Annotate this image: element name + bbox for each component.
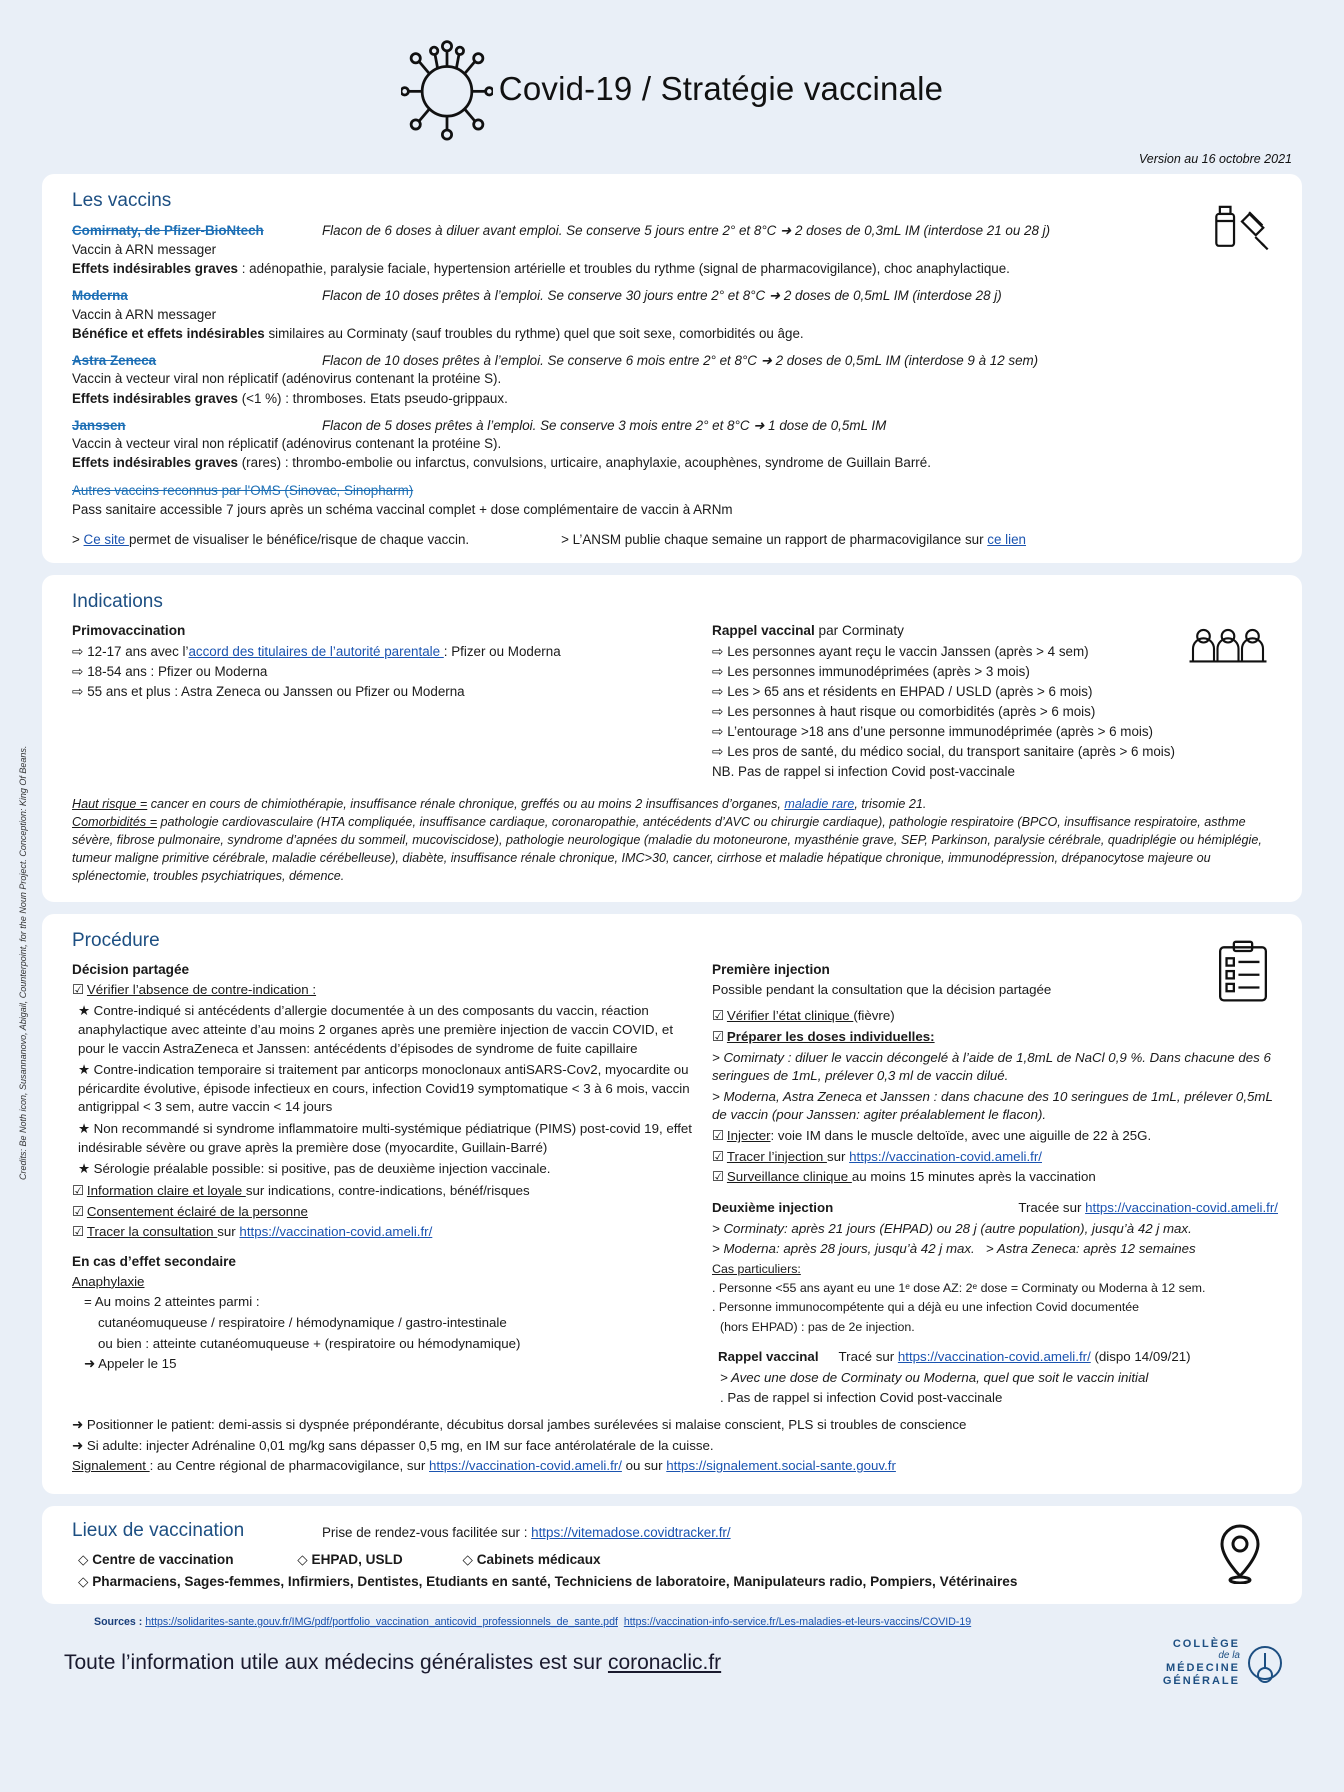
primo-item-pre: 55 ans et plus : Astra Zeneca ou Janssen ou Pfizer ou Moderna — [87, 683, 465, 699]
signalement-label: Signalement — [72, 1458, 150, 1474]
vaccine-effects-label: Bénéfice et effets indésirables — [72, 325, 265, 341]
check-information — [72, 1182, 692, 1201]
vitemadose-link[interactable]: https://vitemadose.covidtracker.fr/ — [531, 1524, 731, 1540]
lieux-item-label: Centre de vaccination — [92, 1551, 234, 1567]
rappel-item-text: Les > 65 ans et résidents en EHPAD / USLD (après > 6 mois) — [727, 683, 1093, 699]
anaphylaxie-heading — [72, 1273, 692, 1292]
vaccine-type: Vaccin à ARN messager — [72, 241, 217, 257]
vaccine-name: Moderna — [72, 287, 128, 303]
rappel-item-text: Les personnes ayant reçu le vaccin Janssen (après > 4 sem) — [727, 643, 1089, 659]
vaccine-detail: Flacon de 10 doses prêtes à l’emploi. Se conserve 30 jours entre 2° et 8°C ➜ 2 doses de 0,5mL IM (interdose 28 j) — [322, 287, 1002, 303]
rappel-block — [712, 623, 1278, 783]
version-label: Version au 16 octobre 2021 — [1138, 152, 1292, 166]
rappel-item: ⇨ Les pros de santé, du médico social, du transport sanitaire (après > 6 mois) — [712, 744, 1175, 760]
rappel-item-text: Les pros de santé, du médico social, du transport sanitaire (après > 6 mois) — [727, 744, 1175, 760]
vaccine-detail: Flacon de 10 doses prêtes à l’emploi. Se conserve 6 mois entre 2° et 8°C ➜ 2 doses de 0,5mL IM (interdose 9 à 12 sem) — [322, 352, 1039, 368]
decision-partagee-block — [72, 962, 712, 1410]
link-prefix: > — [72, 531, 84, 547]
star-item — [78, 1120, 692, 1157]
indications-card — [42, 575, 1302, 902]
check-etat-clinique-rest: (fièvre) — [853, 1008, 895, 1024]
cas-particuliers-label: Cas particuliers: — [712, 1261, 801, 1276]
star-item-text: Contre-indication temporaire si traitement par anticorps monoclonaux antiSARS-Cov2, myocardite ou péricardite évolutive, épisode infectieux en cours, infection Covid19 symptomatique < 3 à 6 mois, vaccin antigrippal < 3 sem, autre vaccin < 14 jours — [78, 1062, 690, 1115]
check-injecter-label: Injecter — [726, 1128, 771, 1144]
vaccines-card — [42, 174, 1302, 563]
checkbox-icon[interactable]: ☑ — [72, 981, 84, 997]
premiere-injection-sub: Possible pendant la consultation que la décision partagée — [712, 981, 1052, 997]
rappel-heading-row — [712, 1348, 1278, 1367]
vaccine-detail: Flacon de 5 doses prêtes à l’emploi. Se conserve 3 mois entre 2° et 8°C ➜ 1 dose de 0,5mL IM — [322, 417, 887, 433]
check-tracer-injection — [712, 1148, 1278, 1167]
check-surveillance-rest: au moins 15 minutes après la vaccination — [851, 1169, 1096, 1185]
benefit-risk-link-row — [72, 532, 469, 547]
ansm-text: > L’ANSM publie chaque semaine un rapport de pharmacovigilance sur — [561, 531, 988, 547]
rappel-item: ⇨ Les personnes ayant reçu le vaccin Janssen (après > 4 sem) — [712, 643, 1089, 659]
ce-lien-link[interactable]: ce lien — [987, 531, 1026, 547]
indications-title: Indications — [72, 590, 163, 612]
parental-authority-link[interactable]: accord des titulaires de l’autorité parentale — [188, 643, 444, 659]
primo-item-post: : Pfizer ou Moderna — [443, 643, 561, 659]
vaccine-row — [72, 287, 1278, 305]
inj2-moderna-az — [712, 1240, 1278, 1259]
comorbidites-note — [72, 814, 1278, 886]
vaccine-effects — [72, 454, 1278, 472]
cmg-logo — [1163, 1638, 1282, 1687]
sources-row — [94, 1616, 1302, 1628]
dose-comirnaty: > Comirnaty : diluer le vaccin décongelé à l’aide de 1,8mL de NaCl 0,9 %. Dans chacune des 6 seringues de 1mL, prélever 0,3 ml de vaccin dilué. — [712, 1049, 1271, 1084]
checkbox-icon[interactable]: ☑ — [72, 1182, 84, 1198]
anaphylaxie-l1: = Au moins 2 atteintes parmi : — [84, 1294, 260, 1310]
syringe-vial-icon — [1210, 198, 1274, 260]
vaccine-effects-label: Effets indésirables graves — [72, 455, 238, 471]
lieux-item-label: EHPAD, USLD — [311, 1551, 403, 1567]
deuxieme-injection-heading-row — [712, 1199, 1278, 1218]
vaccine-effects-label: Effets indésirables graves — [72, 260, 238, 276]
check-preparer-doses-label: Préparer les doses individuelles: — [726, 1029, 935, 1045]
signalement-sante-link[interactable]: https://signalement.social-sante.gouv.fr — [666, 1458, 896, 1474]
star-item-text: Contre-indiqué si antécédents d’allergie documentée à un des composants du vaccin, réaction anaphylactique avec atteinte d’au moins 2 organes après une première injection de vaccin COVID, et pour le vaccin AstraZeneca et Janssen: antécédents d’épisodes de syndrome de fuite capillaire — [78, 1003, 674, 1056]
star-item — [78, 1061, 692, 1117]
inj2-astrazeneca: > Astra Zeneca: après 12 semaines — [985, 1241, 1196, 1257]
checkbox-icon[interactable]: ☑ — [712, 1169, 724, 1185]
rappel-item: ⇨ Les personnes à haut risque ou comorbidités (après > 6 mois) — [712, 704, 1096, 720]
vaccine-effects-text: similaires au Corminaty (sauf troubles du rythme) quel que soit sexe, comorbidités ou âge. — [264, 325, 804, 341]
rappel-trace-label: Tracé sur — [838, 1349, 898, 1365]
inj2-comirnaty: > Corminaty: après 21 jours (EHPAD) ou 28 j (autre population), jusqu’à 42 j max. — [712, 1220, 1192, 1236]
coronaclic-link[interactable]: coronaclic.fr — [607, 1650, 722, 1674]
haut-risque-label: Haut risque = — [72, 797, 148, 812]
rappel-heading-rest: par Corminaty — [814, 622, 904, 638]
procedure-title: Procédure — [72, 929, 160, 951]
ameli-link[interactable]: https://vaccination-covid.ameli.fr/ — [1085, 1199, 1278, 1215]
lieux-card — [42, 1506, 1302, 1604]
deuxieme-injection-trace-label: Tracée sur — [1018, 1199, 1086, 1215]
coronavirus-icon — [401, 32, 493, 147]
cas-particulier-3: (hors EHPAD) : pas de 2e injection. — [720, 1319, 915, 1334]
rappel-l2: . Pas de rappel si infection Covid post-vaccinale — [720, 1390, 1003, 1406]
check-preparer-doses — [712, 1028, 1278, 1047]
haut-risque-text: cancer en cours de chimiothérapie, insuffisance rénale chronique, greffés ou au moins 2 insuffisances d’organes, — [147, 797, 785, 812]
vaccine-row — [72, 352, 1278, 370]
primovaccination-heading: Primovaccination — [72, 622, 186, 638]
check-tracer-rest: sur — [217, 1224, 240, 1240]
check-etat-clinique-label: Vérifier l’état clinique — [726, 1008, 854, 1024]
ce-site-link[interactable]: Ce site — [83, 531, 129, 547]
lieux-item-label: Pharmaciens, Sages-femmes, Infirmiers, Dentistes, Etudiants en santé, Techniciens de laboratoire, Manipulateurs radio, Pompiers, Vétérinaires — [92, 1573, 1018, 1589]
page-footer — [42, 1628, 1302, 1687]
procedure-card — [42, 914, 1302, 1494]
rappel-item-text: Les personnes à haut risque ou comorbidités (après > 6 mois) — [727, 704, 1096, 720]
rappel-dispo: (dispo 14/09/21) — [1090, 1349, 1191, 1365]
vaccine-effects — [72, 390, 1278, 408]
dose-autres: > Moderna, Astra Zeneca et Janssen : dans chacune des 10 seringues de 1mL, prélever 0,5mL de vaccin (pour Janssen: agiter préalablement le flacon). — [712, 1088, 1273, 1123]
source-link-2[interactable]: https://vaccination-info-service.fr/Les-maladies-et-leurs-vaccins/COVID-19 — [623, 1615, 972, 1628]
check-consentement — [72, 1203, 692, 1222]
logo-mark-icon — [1248, 1646, 1282, 1680]
logo-line-1: COLLÈGE — [1172, 1637, 1240, 1650]
primo-item: ⇨ 55 ans et plus : Astra Zeneca ou Janssen ou Pfizer ou Moderna — [72, 683, 465, 699]
checkbox-icon[interactable]: ☑ — [712, 1029, 724, 1045]
checkbox-icon[interactable]: ☑ — [72, 1203, 84, 1219]
check-consentement-label: Consentement éclairé de la personne — [86, 1203, 308, 1219]
rappel-l1: > Avec une dose de Corminaty ou Moderna, quel que soit le vaccin initial — [720, 1369, 1149, 1385]
star-item-text: Non recommandé si syndrome inflammatoire multi-systémique pédiatrique (PIMS) post-covid 19, effet indésirable sévère ou grave après la première dose (myocardite, Guillain-Barré) — [78, 1121, 692, 1155]
vaccine-name: Astra Zeneca — [72, 352, 157, 368]
inj2-moderna: > Moderna: après 28 jours, jusqu’à 42 j max. — [712, 1241, 975, 1257]
comorbidites-text: pathologie cardiovasculaire (HTA compliquée, insuffisance cardiaque, coronaropathie, antécédents d’AVC ou chirurgie cardiaque), pathologie respiratoire (BPCO, insuffisance respiratoire, asthme sévère, fibrose pulmonaire, syndrome d’apnées du sommeil, mucoviscidose), pathologie neurologique (maladie du motoneurone, myasthénie grave, SEP, Parkinson, paralysie cérébrale, quadriplégie ou hémiplégie, tumeur maligne primitive cérébrale, maladie cérébelleuse), diabète, insuffisance rénale chronique, IMC>30, cancer, cirrhose et maladie hépatique chronique, immunodépression, drépanocytose majeure ou splénectomie, troubles psychiatriques, démence. — [72, 815, 1262, 883]
ameli-link[interactable]: https://vaccination-covid.ameli.fr/ — [429, 1458, 622, 1474]
vaccines-links — [72, 532, 1278, 547]
vaccine-row — [72, 417, 1278, 435]
people-group-icon — [1186, 625, 1270, 681]
other-vaccines-text: Pass sanitaire accessible 7 jours après un schéma vaccinal complet + dose complémentaire de vaccin à ARNm — [72, 501, 733, 517]
rappel-nb: NB. Pas de rappel si infection Covid post-vaccinale — [712, 764, 1015, 780]
checkbox-icon[interactable]: ☑ — [712, 1008, 724, 1024]
check-etat-clinique — [712, 1007, 1278, 1026]
lieux-row-2 — [72, 1574, 1278, 1590]
effet-secondaire-heading: En cas d’effet secondaire — [72, 1253, 236, 1269]
check-tracer-label: Tracer la consultation — [86, 1224, 218, 1240]
anaphylaxie-l3: ou bien : atteinte cutanéomuqueuse + (respiratoire ou hémodynamique) — [98, 1335, 521, 1351]
vaccine-effects — [72, 325, 1278, 343]
maladie-rare-link[interactable]: maladie rare — [784, 797, 855, 812]
cas-particulier-2: . Personne immunocompétente qui a déjà eu une infection Covid documentée — [712, 1300, 1140, 1315]
anaphylaxie-l6: ➜ Si adulte: injecter Adrénaline 0,01 mg/kg sans dépasser 0,5 mg, en IM sur face antérolatérale de la cuisse. — [72, 1437, 714, 1453]
cas-particulier-1: . Personne <55 ans ayant eu une 1ᵉ dose AZ: 2ᵉ dose = Corminaty ou Moderna à 12 sem. — [712, 1281, 1206, 1296]
primo-item: ⇨ 18-54 ans : Pfizer ou Moderna — [72, 663, 268, 679]
lieux-item: ◇ Pharmaciens, Sages-femmes, Infirmiers, Dentistes, Etudiants en santé, Techniciens de laboratoire, Manipulateurs radio, Pompiers, Vétérinaires — [78, 1573, 1018, 1589]
footer-text — [64, 1651, 721, 1675]
check-tracer-consultation — [72, 1223, 692, 1242]
page-header — [42, 0, 1302, 150]
haut-risque-note — [72, 796, 1278, 814]
ameli-link[interactable]: https://vaccination-covid.ameli.fr/ — [239, 1224, 433, 1240]
star-item — [78, 1160, 692, 1179]
logo-line-4: GÉNÉRALE — [1162, 1674, 1240, 1687]
cas-particuliers-heading — [712, 1261, 1278, 1278]
star-icon: ★ — [78, 1003, 90, 1019]
check-surveillance — [712, 1168, 1278, 1187]
lieux-row-1 — [72, 1552, 1278, 1568]
anaphylaxie-l5: ➜ Positionner le patient: demi-assis si dyspnée prépondérante, décubitus dorsal jambes surélevées si malaise conscient, PLS si troubles de conscience — [72, 1417, 967, 1433]
credits-text: Credits: Be Noth icon, Susannanovo, Abigail, Counterpoint, for the Noun Project. Conception: King Of Beans. — [18, 745, 28, 1180]
lieux-item: ◇ Cabinets médicaux — [462, 1551, 601, 1567]
footer-text-prefix: Toute l’information utile aux médecins généralistes est sur — [64, 1650, 608, 1674]
sources-label: Sources : — [94, 1615, 146, 1628]
rappel-item: ⇨ Les > 65 ans et résidents en EHPAD / USLD (après > 6 mois) — [712, 683, 1093, 699]
decision-heading: Décision partagée — [72, 961, 190, 977]
rappel-vaccinal-heading: Rappel vaccinal — [718, 1349, 819, 1365]
signalement-row — [72, 1457, 1278, 1476]
vaccine-row — [72, 222, 1278, 240]
star-icon: ★ — [78, 1062, 90, 1078]
rappel-item: ⇨ Les personnes immunodéprimées (après > 3 mois) — [712, 663, 1030, 679]
check-information-label: Information claire et loyale — [86, 1182, 246, 1198]
rappel-item: ⇨ L’entourage >18 ans d’une personne immunodéprimée (après > 6 mois) — [712, 724, 1154, 740]
check-contre-indication-label: Vérifier l’absence de contre-indication : — [86, 981, 317, 997]
vaccine-type: Vaccin à vecteur viral non réplicatif (adénovirus contenant la protéine S). — [72, 436, 502, 452]
lieux-item-label: Cabinets médicaux — [476, 1551, 601, 1567]
signalement-text: : au Centre régional de pharmacovigilance, sur — [149, 1458, 430, 1474]
anaphylaxie-l4: ➜ Appeler le 15 — [84, 1356, 177, 1372]
checkbox-icon[interactable]: ☑ — [712, 1148, 724, 1164]
comorbidites-label: Comorbidités = — [72, 815, 158, 830]
rappel-trace — [839, 1348, 1191, 1367]
vaccine-effects-text: : adénopathie, paralysie faciale, hypertension artérielle et troubles du rythme (signal de pharmacovigilance), choc anaphylactique. — [237, 260, 1010, 276]
primo-item-pre: 18-54 ans : Pfizer ou Moderna — [87, 663, 268, 679]
anaphylaxie-label: Anaphylaxie — [72, 1273, 145, 1289]
lieux-item: ◇ Centre de vaccination — [78, 1551, 234, 1567]
vaccine-effects — [72, 260, 1278, 278]
deuxieme-injection-heading: Deuxième injection — [712, 1199, 834, 1215]
vaccine-effects-text: (rares) : thrombo-embolie ou infarctus, convulsions, urticaire, anaphylaxie, acouphènes, syndrome de Guillain Barré. — [237, 455, 931, 471]
rappel-heading-bold: Rappel vaccinal — [712, 622, 815, 638]
checkbox-icon[interactable]: ☑ — [712, 1128, 724, 1144]
rappel-item-text: Les personnes immunodéprimées (après > 3 mois) — [727, 663, 1030, 679]
check-tracer-injection-label: Tracer l’injection — [726, 1148, 827, 1164]
source-link-1[interactable]: https://solidarites-sante.gouv.fr/IMG/pdf/portfolio_vaccination_anticovid_professionnels_de_sante.pdf — [145, 1615, 618, 1628]
logo-line-3: MÉDECINE — [1165, 1661, 1240, 1674]
star-item-text: Sérologie préalable possible: si positive, pas de deuxième injection vaccinale. — [93, 1161, 551, 1177]
primovaccination-block — [72, 623, 712, 783]
vaccine-effects-label: Effets indésirables graves — [72, 390, 238, 406]
check-contre-indication — [72, 981, 692, 1000]
vaccine-type: Vaccin à ARN messager — [72, 306, 217, 322]
star-item — [78, 1002, 692, 1058]
vaccines-title: Les vaccins — [72, 190, 172, 211]
checkbox-icon[interactable]: ☑ — [72, 1224, 84, 1240]
ameli-link[interactable]: https://vaccination-covid.ameli.fr/ — [897, 1349, 1091, 1365]
vaccine-type: Vaccin à vecteur viral non réplicatif (adénovirus contenant la protéine S). — [72, 371, 502, 387]
other-vaccines-title: Autres vaccins reconnus par l'OMS (Sinovac, Sinopharm) — [72, 482, 414, 498]
check-surveillance-label: Surveillance clinique — [726, 1169, 852, 1185]
star-icon: ★ — [78, 1121, 90, 1137]
vaccine-effects-text: (<1 %) : thromboses. Etats pseudo-grippaux. — [237, 390, 508, 406]
injection-block — [712, 962, 1278, 1410]
haut-risque-end: , trisomie 21. — [854, 797, 927, 812]
rappel-item-text: L’entourage >18 ans d’une personne immunodéprimée (après > 6 mois) — [727, 724, 1154, 740]
rdv-row — [322, 1520, 731, 1542]
vaccine-detail: Flacon de 6 doses à diluer avant emploi. Se conserve 5 jours entre 2° et 8°C ➜ 2 doses de 0,3mL IM (interdose 21 ou 28 j) — [322, 223, 1051, 238]
rdv-label: Prise de rendez-vous facilitée sur : — [322, 1524, 532, 1540]
check-information-rest: sur indications, contre-indications, bénéf/risques — [245, 1182, 530, 1198]
clipboard-checklist-icon — [1214, 940, 1272, 1004]
vaccine-name: Janssen — [72, 417, 126, 433]
check-injecter-rest: : voie IM dans le muscle deltoïde, avec une aiguille de 22 à 25G. — [770, 1128, 1152, 1144]
lieux-item: ◇ EHPAD, USLD — [297, 1551, 403, 1567]
ansm-link-row — [561, 532, 1026, 547]
primo-item: ⇨ 12-17 ans avec l’accord des titulaires de l’autorité parentale : Pfizer ou Moderna — [72, 643, 561, 659]
vaccine-name: Comirnaty, de Pfizer-BioNtech — [72, 223, 264, 238]
anaphylaxie-l2: cutanéomuqueuse / respiratoire / hémodynamique / gastro-intestinale — [98, 1314, 507, 1330]
lieux-title: Lieux de vaccination — [72, 1519, 245, 1541]
link-suffix: permet de visualiser le bénéfice/risque de chaque vaccin. — [128, 531, 470, 547]
check-injecter — [712, 1127, 1278, 1146]
star-icon: ★ — [78, 1161, 90, 1177]
signalement-mid: ou sur — [621, 1458, 667, 1474]
page-title: Covid-19 / Stratégie vaccinale — [498, 70, 944, 107]
ameli-link[interactable]: https://vaccination-covid.ameli.fr/ — [849, 1148, 1042, 1164]
logo-line-2: de la — [1218, 1650, 1240, 1662]
map-pin-icon — [1214, 1522, 1266, 1584]
check-tracer-injection-rest: sur — [826, 1148, 850, 1164]
primo-item-pre: 12-17 ans avec l’ — [87, 643, 189, 659]
premiere-injection-heading: Première injection — [712, 961, 830, 977]
deuxieme-injection-trace — [1018, 1199, 1278, 1218]
